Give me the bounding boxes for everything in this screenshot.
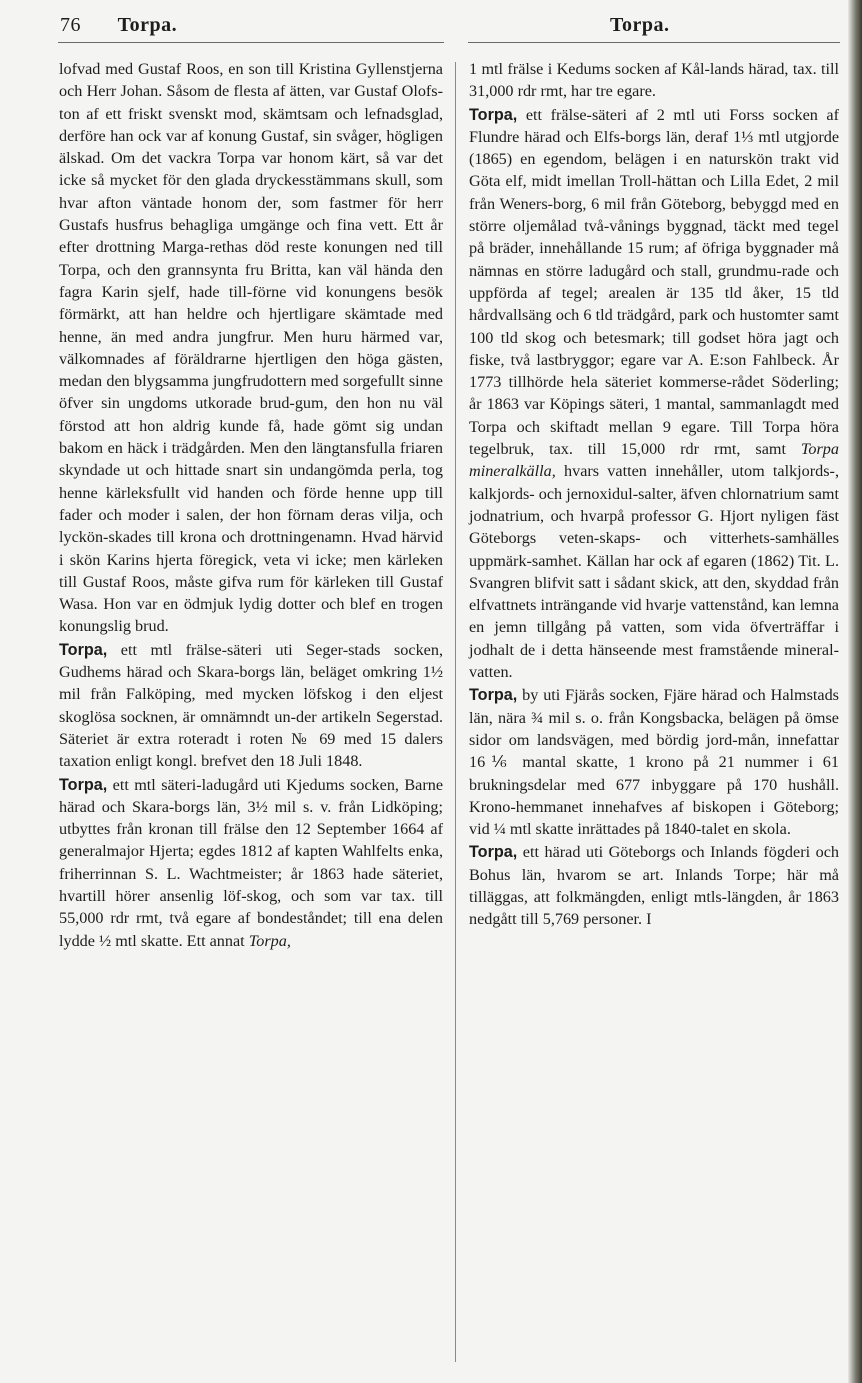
column-divider [455, 62, 456, 1362]
paragraph-continued: lofvad med Gustaf Roos, en son till Kristina Gyllenstjerna och Herr Johan. Såsom de flesta af ätten, var Gustaf Olofs-ton af ett friskt svenskt mod, skämtsam och lefnadsglad, derföre han ock var af konung Gustaf, sin svåger, högligen älskad. Om det vackra Torpa var honom kärt, så var det icke så mycket för den glada dryckesstämmans skull, som hvar afton väntade honom der, som fastmer för herr Gustafs husfrus behagliga umgänge och fina vett. Ett år efter drottning Marga-rethas död reste konungen ned till Torpa, och den grannsynta fru Britta, kan väl hända den fagra Karin sjelf, hade till-förne vid konungens besök förmärkt, att han heldre och hjertligare skämtade med henne, än med andra jungfrur. Men huru härmed var, välkomnades af föräldrarne hjertligen den höga gästen, medan den blygsamma jungfrudottern med sorgefullt sinne öfver sin ungdoms utkorade brud-gum, den hon nu väl förstod att hon aldrig kunde få, hade gömt sig undan bakom en häck i trädgården. Men den längtansfulla friaren skyndade ut och hittade snart sin undangömda perla, tog henne kärleksfullt vid handen och förde henne upp till fader och moder i salen, der hon förnam deras vilja, och lyckön-skades till krona och drottningenamn. Hvad härvid i skön Karins hjerta föregick, veta vi icke; men kärleken till Gustaf Roos, måste gifva rum för kärleken till Gustaf Wasa. Hon var en ödmjuk lydig dotter och blef en trogen konungslig brud. [59, 60, 443, 636]
entry-text: ett mtl frälse-säteri uti Seger-stads socken, Gudhems härad och Skara-borgs län, beläget omkring 1½ mil från Falköping, med mycken löfskog i den eljest skoglösa socknen, är omnämndt un-der artikeln Segerstad. Säteriet är extra roteradt i roten № 69 med 15 dalers taxation enligt kongl. brefvet den 18 Juli 1848. [59, 640, 443, 771]
right-header-rule [468, 42, 840, 43]
paragraph-continued: 1 mtl frälse i Kedums socken af Kål-lands härad, tax. till 31,000 rdr rmt, har tre egare. [469, 60, 839, 101]
entry-text: ett frälse-säteri af 2 mtl uti Forss socken af Flundre härad och Elfs-borgs län, deraf 1⅓ mtl utgjorde (1865) en egendom, belägen i en naturskön trakt vid Göta elf, midt imellan Troll-hättan och Lilla Edet, 2 mil från Weners-borg, 6 mil från Göteborg, bebyggd med en större oljemålad två-vånings byggnad, täckt med tegel på bräder, innehållande 15 rum; af öfriga byggnader må nämnas en större ladugård och stall, grundmu-rade och uppförda af tegel; arealen är 135 tld åker, 15 tld hårdvallsäng och 6 tld trädgård, park och hustomter samt 100 tld skog och betesmark; till godset höra jagt och fiske, två lastbryggor; egare var A. E:son Fahlbeck. År 1773 tillhörde hela säteriet kommerse-rådet Söderling; år 1863 var Köpings säteri, 1 mantal, sammanlagdt med Torpa och skiftadt mellan 9 egare. Till Torpa höra tegelbruk, tax. till 15,000 rdr rmt, samt [469, 105, 839, 459]
entry-headword: Torpa, [59, 775, 108, 794]
entry-headword: Torpa, [59, 640, 108, 659]
entry-torpa-fjaras [469, 684, 839, 840]
entry-italic-term: Torpa mineralkälla, [469, 440, 839, 481]
entry-torpa-harad [469, 841, 839, 930]
right-running-title: Torpa. [610, 14, 670, 36]
left-page-header [60, 14, 177, 37]
entry-torpa-kjedum [59, 774, 443, 952]
right-column [469, 58, 839, 931]
entry-italic-term: Torpa, [248, 931, 291, 950]
entry-headword: Torpa, [469, 686, 518, 705]
entry-headword: Torpa, [469, 105, 518, 124]
left-column [59, 58, 443, 952]
entry-headword: Torpa, [469, 843, 518, 862]
entry-text: by uti Fjärås socken, Fjäre härad och Halmstads län, nära ¾ mil s. o. från Kongsbacka, belägen på ömse sidor om landsvägen, med bördig jord-mån, innefattar 16⅙ mantal skatte, 1 krono på 21 nummer i 61 brukningsdelar med 677 inbyggare på 170 hushåll. Krono-hemmanet innehafves af biskopen i Göteborg; vid ¼ mtl skatte inrättades på 1840-talet en skola. [469, 686, 839, 839]
page-edge [848, 0, 862, 1383]
entry-torpa-forss [469, 104, 839, 684]
entry-text: ett härad uti Göteborgs och Inlands fögderi och Bohus län, hvarom se art. Inlands Torpe; här må tilläggas, att folkmängden, enligt mtls-längden, år 1863 nedgått till 5,769 personer. I [469, 843, 839, 929]
entry-torpa-segerstad [59, 639, 443, 773]
left-running-title: Torpa. [117, 14, 178, 36]
entry-text: hvars vatten innehåller, utom talkjords-, kalkjords- och jernoxidul-salter, äfven chlornatrium samt jodnatrium, och hvarpå professor G. Hjort nyligen fäst Göteborgs veten-skaps- och vitterhets-samhälles uppmärk-samhet. Källan har ock af egaren (1862) Tit. L. Svangren blifvit satt i sådant skick, att den, skyddad från elfvattnets inträngande vid hvarje vattenstånd, kan lemna en jemn tillgång på vatten, som vida öfverträffar i jodhalt de i detta hänseende mest framstående mineral-vatten. [469, 462, 839, 682]
left-header-rule [58, 42, 444, 43]
entry-text: ett mtl säteri-ladugård uti Kjedums socken, Barne härad och Skara-borgs län, 3½ mil s. v. från Lidköping; utbyttes från kronan till frälse den 12 September 1664 af generalmajor Hjerta; egdes 1812 af kapten Wahlfelts enka, friherrinnan S. L. Wachtmeister; år 1863 hade säteriet, hvartill hörer ansenlig löf-skog, och som var tax. till 55,000 rdr rmt, två egare af bondeståndet; till ena delen lydde ½ mtl skatte. Ett annat [59, 775, 443, 950]
page-number: 76 [60, 14, 81, 36]
